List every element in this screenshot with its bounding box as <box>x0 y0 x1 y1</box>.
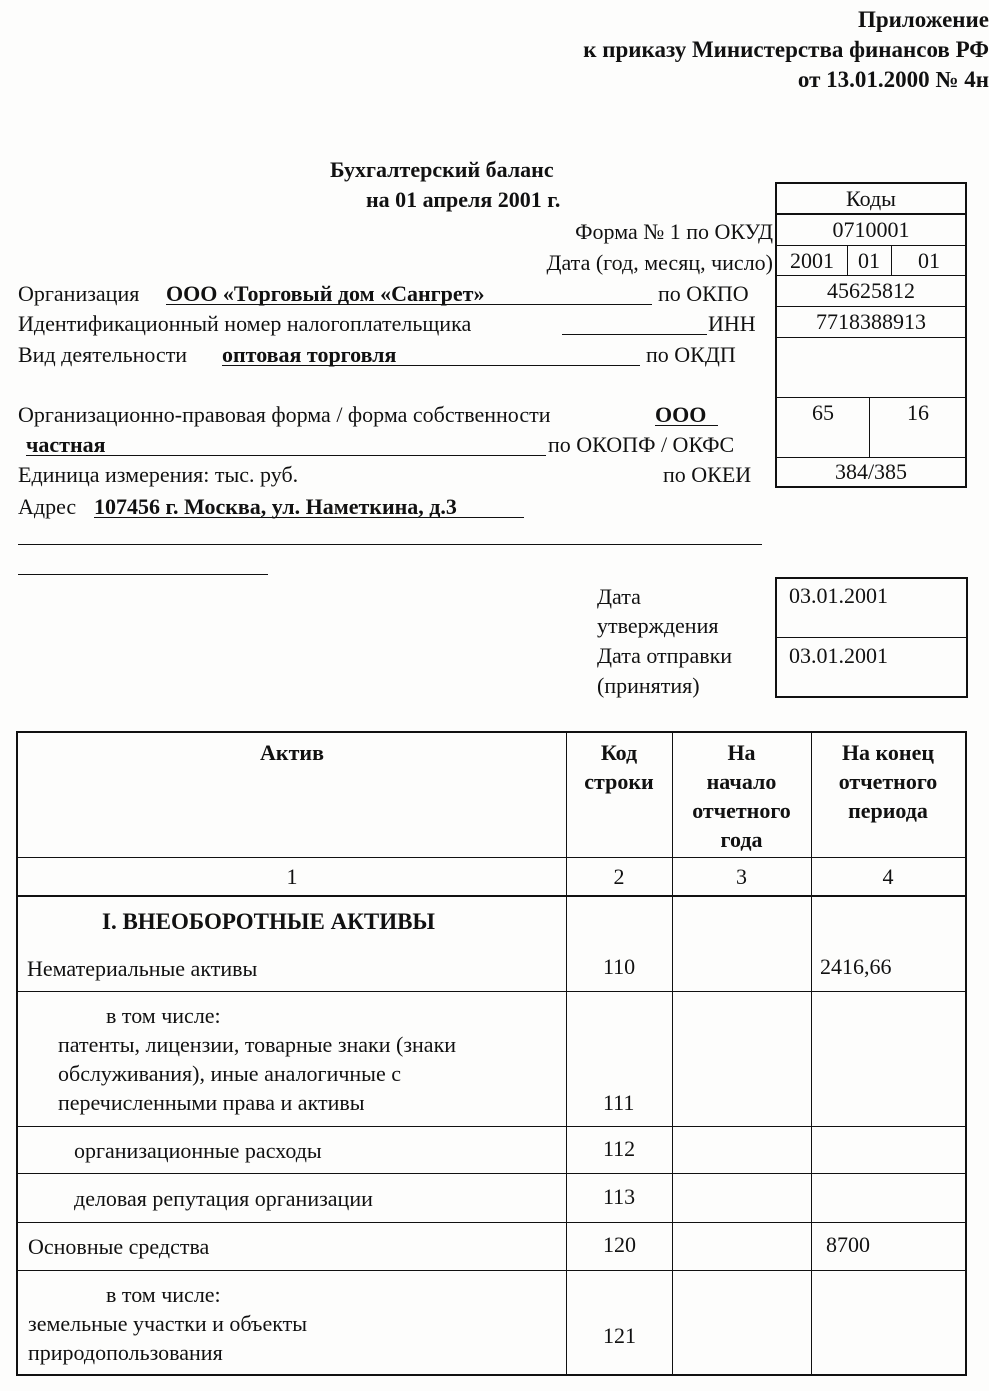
address-underline <box>94 517 524 518</box>
org-label: Организация <box>18 281 140 306</box>
row-121-label-3: природопользования <box>28 1340 223 1365</box>
activity-value: оптовая торговля <box>222 342 397 367</box>
org-value: ООО «Торговый дом «Сангрет» <box>166 281 485 306</box>
okfs-code: 16 <box>907 400 929 425</box>
inn-underline <box>562 334 707 335</box>
okopf-okfs-row <box>777 398 965 458</box>
col-num-1: 1 <box>286 864 298 889</box>
row-112-code: 112 <box>603 1136 636 1161</box>
activity-underline <box>222 365 640 366</box>
row-121-code: 121 <box>603 1323 636 1348</box>
legal-form-label: Организационно-правовая форма / форма собственности <box>18 402 551 427</box>
row-112-label: организационные расходы <box>74 1138 322 1163</box>
row-111-label-3: обслуживания), иные аналогичные с <box>58 1061 401 1086</box>
approval-label-2: утверждения <box>597 613 719 638</box>
row-111-label-2: патенты, лицензии, товарные знаки (знаки <box>58 1032 457 1057</box>
row-121-label-1: в том числе: <box>106 1282 221 1307</box>
org-underline <box>166 304 652 305</box>
col-header-end: На конец отчетного периода <box>838 740 938 823</box>
row-111-label-4: перечисленными права и активы <box>58 1090 365 1115</box>
okei-code: 384/385 <box>834 459 908 484</box>
document-title: Бухгалтерский баланс <box>330 157 554 182</box>
okud-code: 0710001 <box>777 215 965 246</box>
date-month: 01 <box>858 248 880 273</box>
date-code-row <box>777 246 965 276</box>
legal-form-underline-1 <box>655 425 718 426</box>
okud-label: Форма № 1 по ОКУД <box>575 219 773 244</box>
col-num-4: 4 <box>882 864 894 889</box>
okpo-code: 45625812 <box>777 276 965 307</box>
okdp-code <box>777 338 965 398</box>
document-date: на 01 апреля 2001 г. <box>366 187 561 212</box>
sent-label-2: (принятия) <box>597 673 700 698</box>
col-num-3: 3 <box>736 864 747 889</box>
okopf-label: по ОКОПФ / ОКФС <box>548 432 735 457</box>
address-blank-line-2 <box>18 574 268 575</box>
sent-date: 03.01.2001 <box>789 643 888 668</box>
address-value: 107456 г. Москва, ул. Наметкина, д.3 <box>94 494 457 519</box>
codes-header: Коды <box>777 184 965 215</box>
okopf-code: 65 <box>812 400 834 425</box>
okdp-label: по ОКДП <box>646 342 736 367</box>
approval-label-1: Дата <box>597 584 641 609</box>
row-120-label: Основные средства <box>28 1234 210 1259</box>
activity-label: Вид деятельности <box>18 342 188 367</box>
unit-label: Единица измерения: тыс. руб. <box>18 462 299 487</box>
col-num-2: 2 <box>613 864 625 889</box>
row-113-label: деловая репутация организации <box>74 1186 373 1211</box>
approval-date: 03.01.2001 <box>789 583 888 608</box>
date-year: 2001 <box>790 248 834 273</box>
legal-form-value-1: ООО <box>655 402 707 427</box>
col-header-start: На начало отчетного года <box>692 740 791 852</box>
row-110-label: Нематериальные активы <box>27 956 258 981</box>
sent-label-1: Дата отправки <box>597 643 733 668</box>
inn-label: ИНН <box>708 311 756 336</box>
row-113-code: 113 <box>603 1184 636 1209</box>
date-label: Дата (год, месяц, число) <box>546 250 773 275</box>
dates-box <box>775 577 968 698</box>
appendix-line-1: Приложение <box>857 7 989 32</box>
inn-text: Идентификационный номер налогоплательщика <box>18 311 472 336</box>
okpo-label: по ОКПО <box>658 281 749 306</box>
codes-table <box>775 182 967 488</box>
row-111-code: 111 <box>603 1090 635 1115</box>
address-blank-line-1 <box>18 544 762 545</box>
row-120-code: 120 <box>603 1232 636 1257</box>
appendix-line-2: к приказу Министерства финансов РФ <box>583 37 989 62</box>
row-121-label-2: земельные участки и объекты <box>28 1311 307 1336</box>
address-label: Адрес <box>18 494 77 519</box>
col-header-asset: Актив <box>260 740 324 765</box>
row-111-label-1: в том числе: <box>106 1003 221 1028</box>
legal-form-value-2: частная <box>26 432 106 457</box>
date-day: 01 <box>918 248 940 273</box>
inn-code: 7718388913 <box>777 307 965 338</box>
section-title: I. ВНЕОБОРОТНЫЕ АКТИВЫ <box>102 909 436 934</box>
legal-form-underline-2 <box>26 455 546 456</box>
col-header-code: Код строки <box>584 740 654 794</box>
row-110-code: 110 <box>603 954 636 979</box>
row-120-end: 8700 <box>826 1232 870 1257</box>
appendix-line-3: от 13.01.2000 № 4н <box>797 67 989 92</box>
okei-label: по ОКЕИ <box>663 462 752 487</box>
row-110-end: 2416,66 <box>820 954 892 979</box>
balance-table <box>16 731 967 1376</box>
